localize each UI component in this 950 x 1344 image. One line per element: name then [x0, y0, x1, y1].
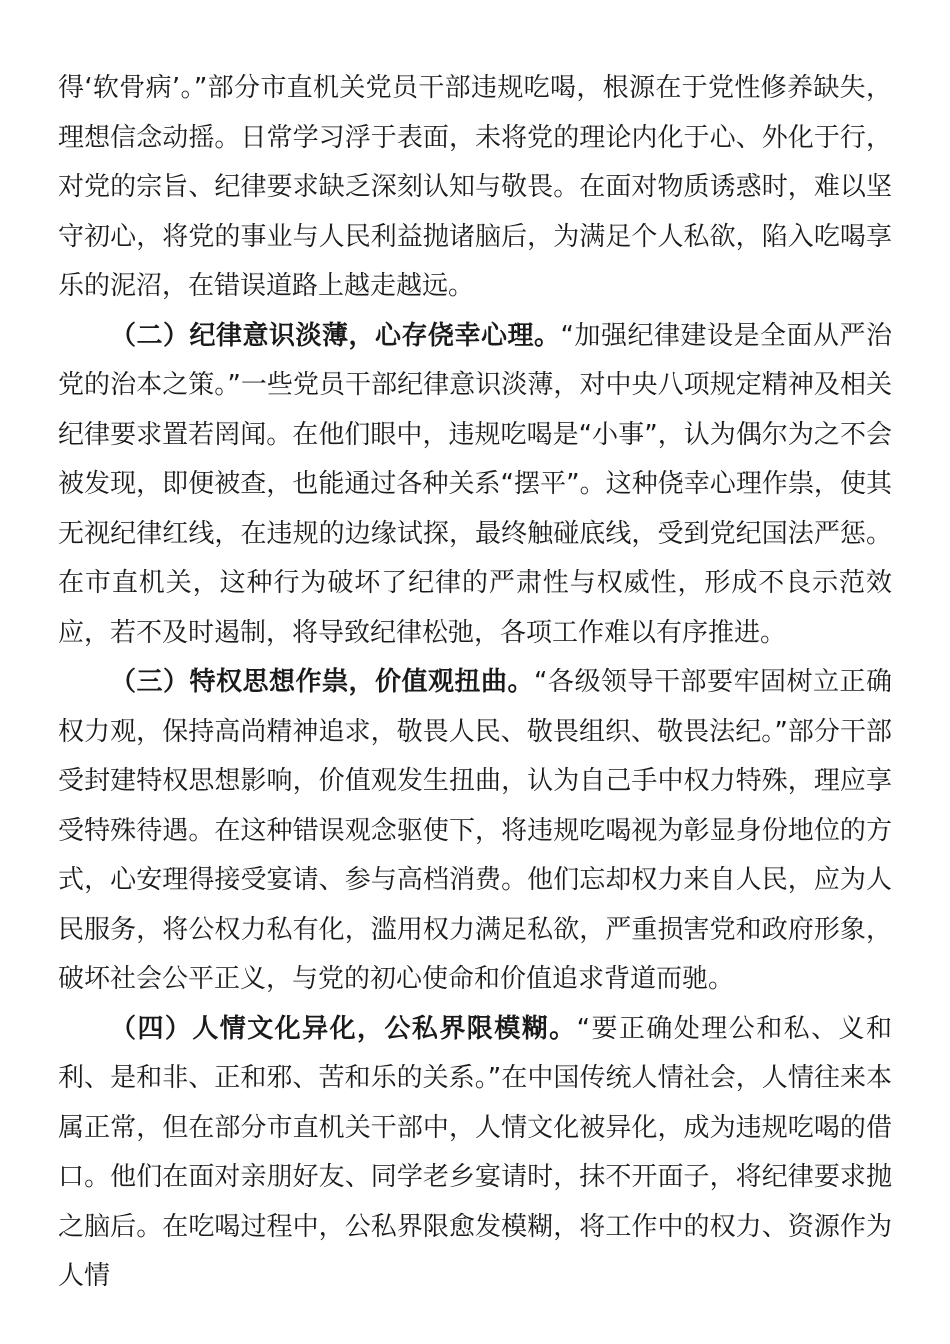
paragraph-continuation: [58, 64, 892, 312]
paragraph-privilege-thinking: [58, 658, 892, 1005]
section-heading-4: （四）人情文化异化，公私界限模糊。: [110, 1013, 577, 1044]
paragraph-favor-culture: [58, 1005, 892, 1302]
section-heading-2: （二）纪律意识淡薄，心存侥幸心理。: [110, 320, 561, 351]
paragraph-text: “各级领导干部要牢固树立正确权力观，保持高尚精神追求，敬畏人民、敬畏组织、敬畏法纪。”部分干部受封建特权思想影响，价值观发生扭曲，认为自己手中权力特殊，理应享受特殊待遇。在这种错误观念驱使下，将违规吃喝视为彰显身份地位的方式，心安理得接受宴请、参与高档消费。他们忘却权力来自人民，应为人民服务，将公权力私有化，滥用权力满足私欲，严重损害党和政府形象，破坏社会公平正义，与党的初心使命和价值追求背道而驰。: [58, 667, 892, 994]
paragraph-text: “加强纪律建设是全面从严治党的治本之策。”一些党员干部纪律意识淡薄，对中央八项规定精神及相关纪律要求置若罔闻。在他们眼中，违规吃喝是“小事”，认为偶尔为之不会被发现，即便被查，也能通过各种关系“摆平”。这种侥幸心理作祟，使其无视纪律红线，在违规的边缘试探，最终触碰底线，受到党纪国法严惩。在市直机关，这种行为破坏了纪律的严肃性与权威性，形成不良示范效应，若不及时遏制，将导致纪律松弛，各项工作难以有序推进。: [58, 320, 892, 648]
document-body: [58, 64, 892, 1302]
paragraph-text: “要正确处理公和私、义和利、是和非、正和邪、苦和乐的关系。”在中国传统人情社会，人情往来本属正常，但在部分市直机关干部中，人情文化被异化，成为违规吃喝的借口。他们在面对亲朋好友、同学老乡宴请时，抹不开面子，将纪律要求抛之脑后。在吃喝过程中，公私界限愈发模糊，将工作中的权力、资源作为人情: [58, 1013, 892, 1291]
paragraph-text: 得‘软骨病’。”部分市直机关党员干部违规吃喝，根源在于党性修养缺失，理想信念动摇。日常学习浮于表面，未将党的理论内化于心、外化于行，对党的宗旨、纪律要求缺乏深刻认知与敬畏。在面对物质诱惑时，难以坚守初心，将党的事业与人民利益抛诸脑后，为满足个人私欲，陷入吃喝享乐的泥沼，在错误道路上越走越远。: [58, 73, 892, 301]
section-heading-3: （三）特权思想作祟，价值观扭曲。: [110, 667, 535, 697]
paragraph-discipline-awareness: [58, 312, 892, 659]
